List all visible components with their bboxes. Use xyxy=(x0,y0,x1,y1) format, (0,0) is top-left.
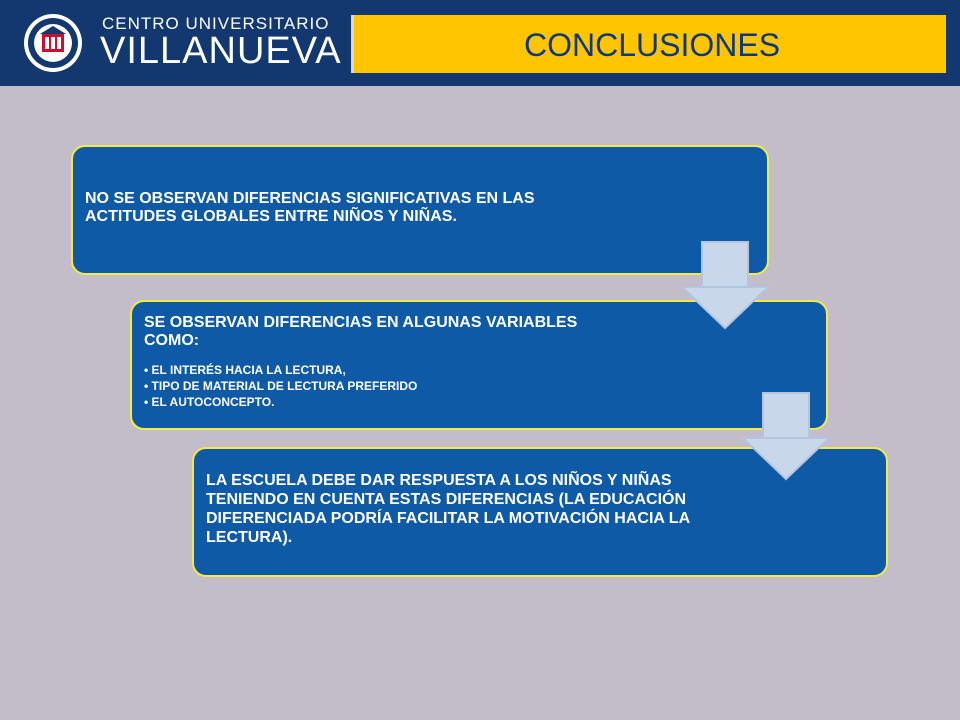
university-seal-icon xyxy=(22,12,84,74)
conclusion-text-2: SE OBSERVAN DIFERENCIAS EN ALGUNAS VARIABLES COMO: xyxy=(144,314,578,349)
list-item: • EL INTERÉS HACIA LA LECTURA, xyxy=(144,362,417,378)
conclusion-text-1: NO SE OBSERVAN DIFERENCIAS SIGNIFICATIVAS EN LAS ACTITUDES GLOBALES ENTRE NIÑOS Y NIÑAS. xyxy=(85,190,535,225)
variables-list xyxy=(144,362,417,410)
logo-text-villanueva: VILLANUEVA xyxy=(100,30,342,72)
slide-title: CONCLUSIONES xyxy=(524,27,781,63)
down-arrow-icon xyxy=(741,391,831,481)
down-arrow-icon xyxy=(680,240,770,330)
conclusion-box-1 xyxy=(71,145,769,275)
conclusion-text-3: LA ESCUELA DEBE DAR RESPUESTA A LOS NIÑOS Y NIÑAS TENIENDO EN CUENTA ESTAS DIFERENCIAS (LA EDUCACIÓN DIFERENCIADA PODRÍA FACILITAR LA MOTIVACIÓN HACIA LA LECTURA). xyxy=(206,472,690,546)
list-item: • TIPO DE MATERIAL DE LECTURA PREFERIDO xyxy=(144,378,417,394)
list-item: • EL AUTOCONCEPTO. xyxy=(144,394,417,410)
logo-text-centro: CENTRO UNIVERSITARIO xyxy=(102,14,330,33)
title-bar xyxy=(351,15,946,73)
header-bar xyxy=(0,0,960,86)
